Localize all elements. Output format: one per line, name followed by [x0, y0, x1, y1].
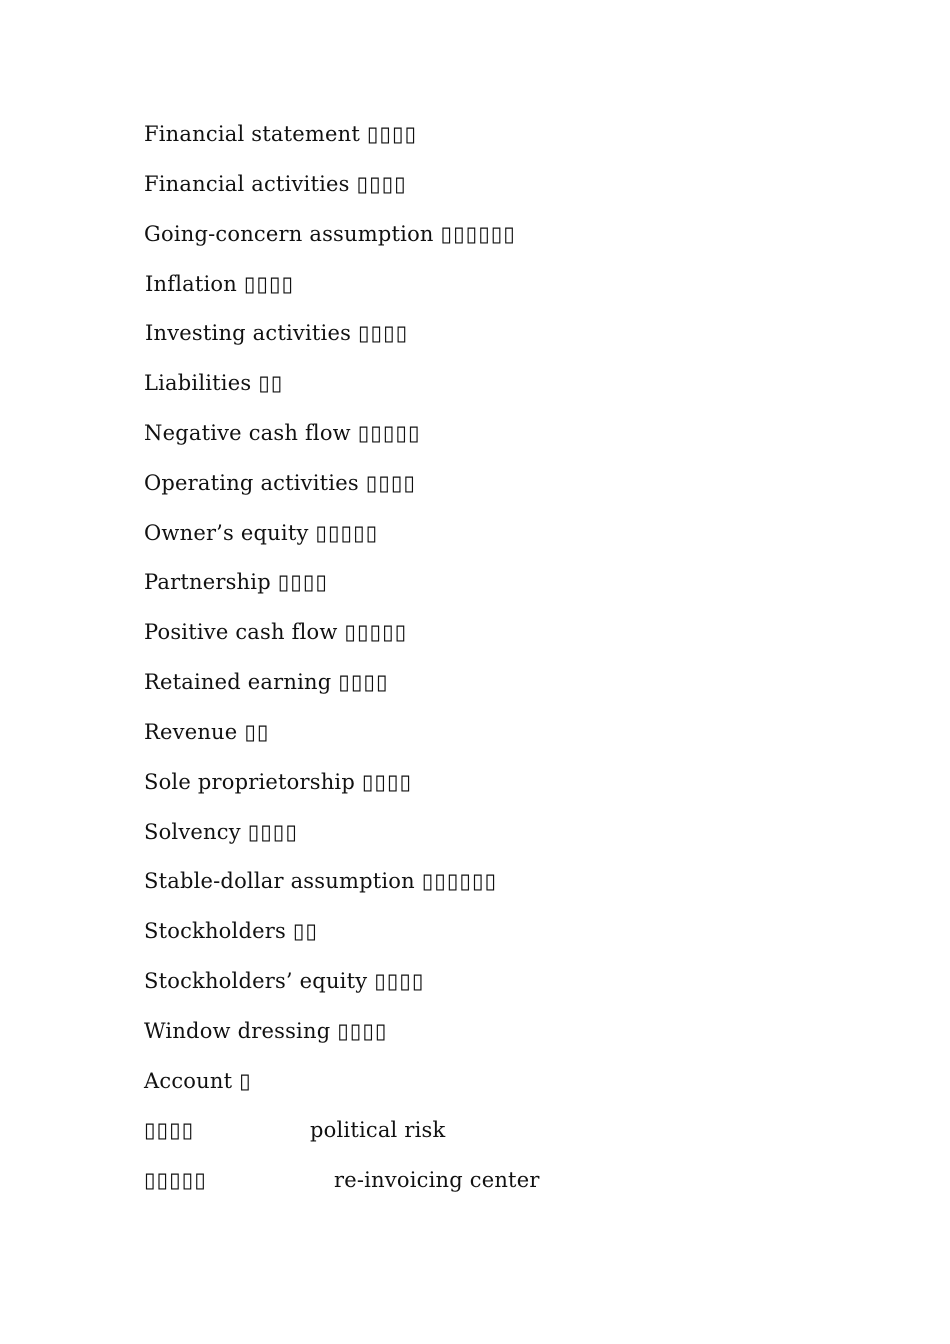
glossary-entry — [145, 320, 408, 346]
entry-translation: ▯▯▯▯ — [338, 670, 389, 694]
entry-translation: ▯▯▯▯ — [243, 272, 295, 296]
glossary-entry — [144, 221, 516, 247]
glossary-entry — [144, 121, 417, 147]
entry-term: Operating activities — [144, 471, 359, 495]
entry-term: Positive cash flow — [144, 620, 338, 644]
entry-term: Investing activities — [145, 321, 352, 345]
entry-translation: ▯▯ — [258, 371, 284, 395]
entry-translation: ▯▯▯▯▯ — [357, 421, 421, 445]
entry-translation: ▯▯ — [244, 720, 270, 744]
entry-translation: ▯▯▯▯▯ — [344, 620, 408, 644]
entry-term: Revenue — [144, 720, 238, 744]
glossary-entry — [144, 968, 424, 994]
entry-translation: ▯▯▯▯▯ — [315, 521, 379, 545]
entry-term: Going-concern assumption — [144, 222, 434, 246]
entry-translation: ▯▯▯▯ — [366, 122, 418, 146]
glossary-entry — [144, 918, 318, 944]
entry-term: Partnership — [144, 570, 271, 594]
entry-term: Stockholders’ equity — [144, 969, 368, 993]
entry-term: political risk — [310, 1118, 446, 1142]
glossary-entry — [144, 619, 407, 645]
entry-translation: ▯▯▯▯ — [361, 770, 413, 794]
glossary-entry — [144, 569, 328, 595]
glossary-entry — [144, 1018, 387, 1044]
entry-term: Stable-dollar assumption — [144, 869, 415, 893]
glossary-entry — [144, 520, 378, 546]
entry-term: Sole proprietorship — [144, 770, 355, 794]
entry-term: Financial activities — [144, 172, 350, 196]
glossary-entry — [144, 868, 497, 894]
entry-translation: ▯▯▯▯▯ — [144, 1168, 207, 1192]
entry-translation: ▯▯▯▯▯▯ — [440, 222, 516, 246]
entry-translation: ▯▯▯▯ — [277, 570, 328, 594]
entry-translation: ▯▯▯▯ — [337, 1019, 388, 1043]
entry-translation: ▯▯▯▯ — [374, 969, 425, 993]
glossary-entry — [144, 420, 421, 446]
glossary-entry — [144, 1068, 252, 1094]
entry-term: Window dressing — [144, 1019, 331, 1043]
entry-translation: ▯▯▯▯ — [144, 1118, 195, 1142]
entry-term: Owner’s equity — [144, 521, 309, 545]
entry-translation: ▯▯▯▯ — [247, 820, 298, 844]
entry-translation: ▯▯▯▯ — [365, 471, 416, 495]
entry-term: Negative cash flow — [144, 421, 351, 445]
entry-translation: ▯▯ — [292, 919, 318, 943]
glossary-entry — [144, 470, 416, 496]
glossary-entry — [144, 669, 389, 695]
glossary-entry — [144, 370, 283, 396]
glossary-entry — [144, 171, 407, 197]
entry-term: Retained earning — [144, 670, 332, 694]
entry-term: Account — [144, 1069, 233, 1093]
glossary-entry — [144, 719, 269, 745]
entry-term: Liabilities — [144, 371, 252, 395]
reversed-entry — [144, 1117, 446, 1143]
entry-term: Financial statement — [144, 122, 360, 146]
entry-term: Stockholders — [144, 919, 286, 943]
entry-term: Solvency — [144, 820, 241, 844]
entry-translation: ▯ — [239, 1069, 252, 1093]
entry-translation: ▯▯▯▯ — [356, 172, 407, 196]
entry-term: Inflation — [145, 272, 237, 296]
entry-translation: ▯▯▯▯▯▯ — [421, 869, 498, 893]
entry-translation: ▯▯▯▯ — [357, 321, 409, 345]
entry-term: re-invoicing center — [334, 1168, 540, 1192]
glossary-entry — [144, 769, 412, 795]
glossary-entry — [145, 271, 294, 297]
glossary-entry — [144, 819, 298, 845]
reversed-entry — [144, 1167, 540, 1193]
